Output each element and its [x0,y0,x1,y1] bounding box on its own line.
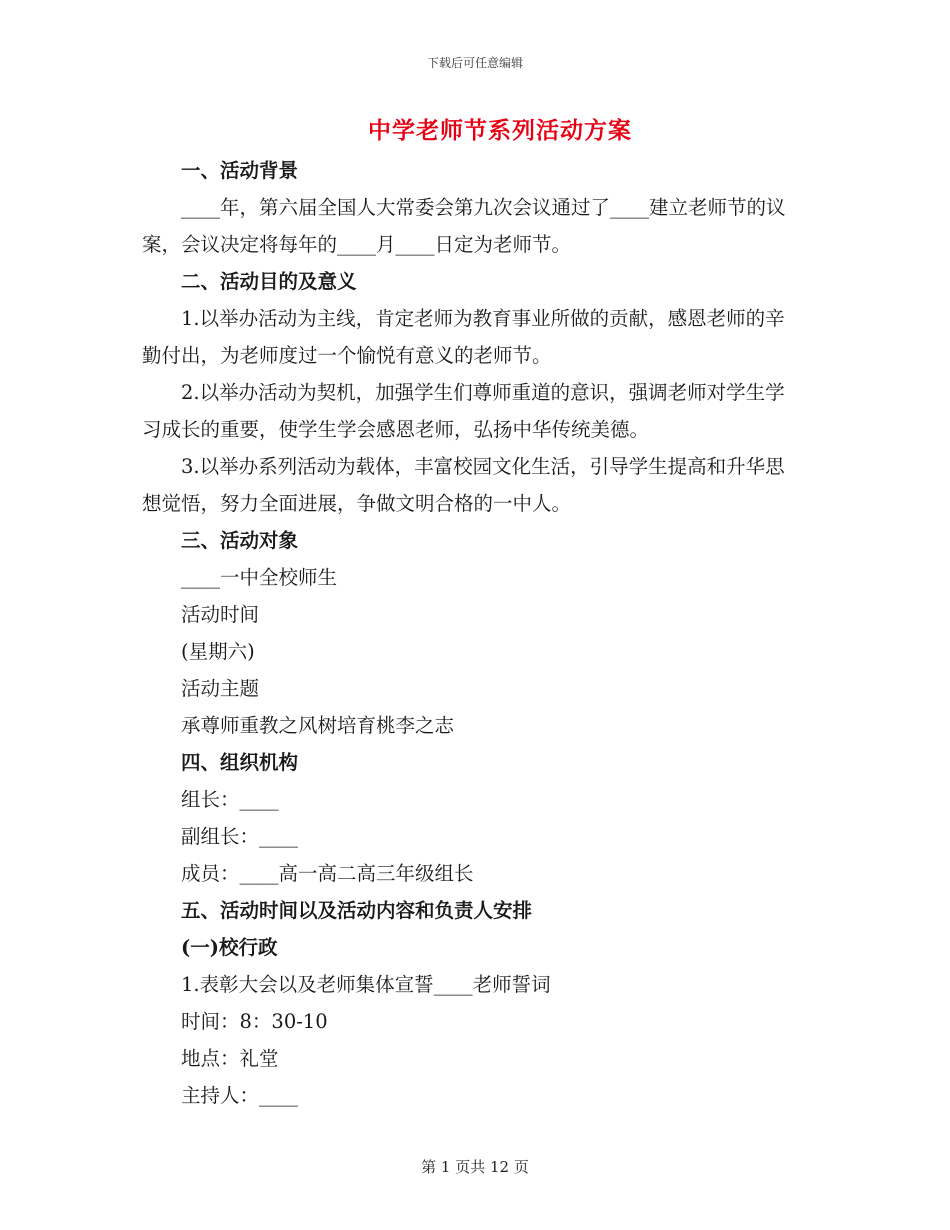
line-host: 主持人：____ [181,1084,299,1107]
line-theme: 承尊师重教之风树培育桃李之志 [181,714,455,737]
line-ceremony: 1.表彰大会以及老师集体宣誓____老师誓词 [181,973,551,996]
line-deputy-leader: 副组长：____ [181,825,299,848]
page-footer: 第 1 页共 12 页 [421,1158,529,1176]
section-heading-schedule: 五、活动时间以及活动内容和负责人安排 [181,899,533,922]
line-leader: 组长：____ [181,788,279,811]
paragraph-purpose-3: 3.以举办系列活动为载体，丰富校园文化生活，引导学生提高和升华思想觉悟，努力全面进展，争做文明合格的一中人。 [142,455,785,515]
paragraph-purpose-1: 1.以举办活动为主线，肯定老师为教育事业所做的贡献，感恩老师的辛勤付出，为老师度过一个愉悦有意义的老师节。 [142,307,785,367]
line-members: 成员：____高一高二高三年级组长 [181,862,474,885]
section-heading-background: 一、活动背景 [181,159,299,182]
line-activity-time-label: 活动时间 [181,603,260,626]
line-theme-label: 活动主题 [181,677,260,700]
section-heading-purpose: 二、活动目的及意义 [181,270,357,293]
paragraph-background: ____年，第六届全国人大常委会第九次会议通过了____建立老师节的议案，会议决定将每年的____月____日定为老师节。 [142,196,786,256]
section-heading-organization: 四、组织机构 [181,751,299,774]
document-body [142,152,802,1114]
line-audience: ____一中全校师生 [181,566,338,589]
line-location: 地点：礼堂 [181,1047,279,1070]
header-note: 下载后可任意编辑 [426,56,523,70]
document-title: 中学老师节系列活动方案 [368,117,632,144]
subheading-school-admin: (一)校行政 [181,936,278,959]
line-weekday: (星期六) [181,640,255,663]
paragraph-purpose-2: 2.以举办活动为契机，加强学生们尊师重道的意识，强调老师对学生学习成长的重要，使学生学会感恩老师，弘扬中华传统美德。 [142,381,785,441]
section-heading-audience: 三、活动对象 [181,529,299,552]
line-time: 时间：8：30-10 [181,1010,328,1033]
